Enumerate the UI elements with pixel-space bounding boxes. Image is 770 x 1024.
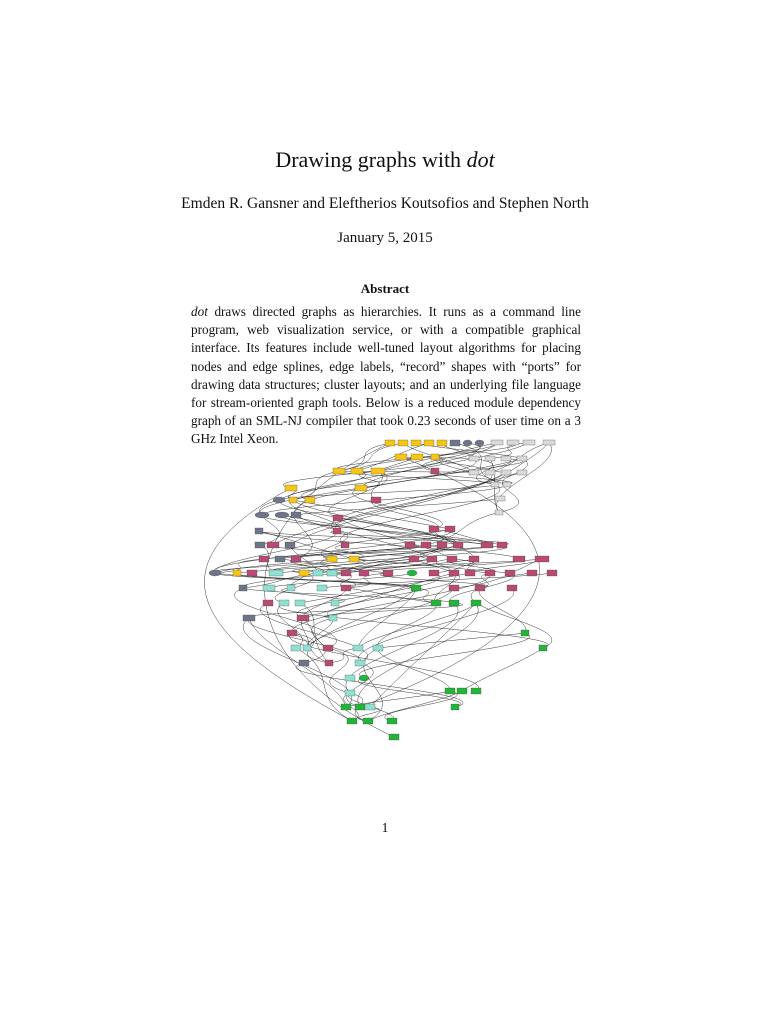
- graph-node: [507, 440, 519, 445]
- graph-node: [371, 497, 381, 503]
- graph-edge: [215, 531, 337, 573]
- graph-node: [535, 556, 549, 562]
- graph-node: [263, 585, 275, 591]
- graph-node: [521, 630, 529, 636]
- graph-node: [255, 512, 269, 518]
- graph-node: [263, 600, 273, 606]
- graph-node: [475, 440, 484, 446]
- graph-edge: [328, 648, 350, 693]
- graph-edge: [346, 588, 436, 603]
- graph-node: [359, 570, 369, 576]
- graph-node: [431, 600, 441, 606]
- graph-node: [255, 528, 263, 534]
- graph-node: [427, 556, 437, 562]
- graph-node: [431, 454, 439, 460]
- graph-node: [491, 482, 499, 487]
- graph-node: [523, 440, 535, 445]
- graph-node: [333, 515, 343, 521]
- graph-node: [465, 570, 475, 576]
- graph-node: [469, 456, 479, 461]
- graph-node: [447, 556, 457, 562]
- graph-node: [345, 690, 355, 696]
- graph-edge: [359, 633, 529, 678]
- graph-node: [503, 482, 511, 487]
- graph-node: [485, 470, 495, 475]
- graph-node: [233, 570, 241, 576]
- authors: Emden R. Gansner and Eleftherios Koutsofios and Stephen North: [181, 195, 589, 212]
- graph-node: [405, 542, 415, 548]
- graph-node: [437, 542, 447, 548]
- graph-edge: [246, 603, 439, 618]
- title-emphasis: dot: [466, 147, 495, 172]
- graph-node: [409, 556, 419, 562]
- title-prefix: Drawing graphs with: [275, 147, 467, 172]
- graph-node: [450, 440, 460, 446]
- graph-node: [291, 556, 301, 562]
- graph-node: [275, 556, 285, 562]
- graph-node: [341, 704, 351, 710]
- graph-node: [355, 485, 367, 491]
- graph-node: [347, 718, 357, 724]
- graph-node: [299, 570, 309, 576]
- graph-node: [325, 660, 333, 666]
- graph-node: [395, 454, 407, 460]
- graph-node: [469, 556, 479, 562]
- graph-node: [327, 556, 337, 562]
- graph-node: [389, 734, 399, 740]
- page-number: 1: [381, 821, 389, 836]
- abstract-lead: dot: [191, 304, 208, 319]
- graph-node: [353, 645, 363, 651]
- graph-node: [469, 470, 479, 475]
- graph-node: [259, 556, 269, 562]
- graph-edge: [293, 471, 339, 500]
- graph-node: [517, 470, 527, 475]
- graph-node: [255, 542, 265, 548]
- graph-node: [429, 526, 439, 532]
- graph-node: [327, 570, 337, 576]
- graph-node: [471, 688, 481, 694]
- graph-node: [437, 440, 447, 446]
- graph-edge: [479, 588, 526, 633]
- graph-node: [341, 542, 349, 548]
- graph-edge: [358, 588, 514, 663]
- abstract-text: draws directed graphs as hierarchies. It runs as a command line program, web visualization service, or with a compatible graphical interface. Its features include well-tuned layout algorithms for placing nodes and edge splines, edge labels, “record” shapes with “ports” for drawing data structures; cluster layouts; and an underlying file language for stream-oriented graph tools. Below is a reduced module dependency graph of an SML-NJ compiler that took 0.23 seconds of user time on a 3 GHz Intel Xeon.: [191, 304, 581, 447]
- graph-edge: [358, 588, 416, 648]
- graph-node: [407, 570, 417, 576]
- graph-node: [297, 615, 309, 621]
- graph-node: [513, 556, 525, 562]
- graph-node: [543, 440, 555, 445]
- graph-node: [485, 456, 495, 461]
- graph-edge: [262, 485, 507, 516]
- graph-node: [517, 456, 527, 461]
- graph-node: [411, 585, 421, 591]
- graph-node: [398, 440, 408, 446]
- graph-node: [355, 660, 365, 666]
- graph-node: [267, 542, 279, 548]
- graph-node: [507, 585, 517, 591]
- graph-edge: [499, 473, 522, 513]
- graph-node: [365, 704, 375, 710]
- graph-node: [411, 440, 421, 446]
- graph-node: [547, 570, 557, 576]
- graph-node: [295, 600, 305, 606]
- graph-node: [539, 645, 547, 651]
- graph-node: [429, 570, 439, 576]
- graph-node: [485, 570, 495, 576]
- graph-edge: [378, 633, 525, 648]
- graph-node: [431, 468, 439, 474]
- graph-node: [317, 585, 327, 591]
- graph-node: [323, 645, 333, 651]
- date: January 5, 2015: [337, 230, 433, 246]
- graph-node: [331, 600, 339, 606]
- graph-node: [373, 645, 383, 651]
- graph-node: [363, 718, 373, 724]
- graph-node: [411, 454, 423, 460]
- graph-node: [449, 570, 459, 576]
- graph-node: [279, 600, 289, 606]
- graph-node: [287, 630, 297, 636]
- graph-node: [341, 585, 351, 591]
- graph-node: [209, 570, 221, 576]
- graph-node: [305, 497, 315, 503]
- graph-node: [475, 585, 485, 591]
- graph-node: [285, 485, 297, 491]
- graph-node: [449, 585, 459, 591]
- graph-edge: [259, 500, 279, 545]
- graph-edge: [462, 648, 543, 691]
- graph-node: [457, 688, 467, 694]
- graph-node: [495, 510, 503, 515]
- graph-node: [445, 526, 455, 532]
- abstract-body: [191, 303, 581, 449]
- graph-node: [424, 440, 434, 446]
- graph-node: [445, 688, 455, 694]
- graph-node: [269, 570, 283, 576]
- graph-node: [299, 660, 309, 666]
- graph-node: [243, 615, 255, 621]
- graph-node: [495, 496, 505, 501]
- graph-node: [385, 440, 395, 446]
- graph-node: [383, 570, 393, 576]
- dependency-graph-figure: [195, 430, 575, 745]
- abstract-heading: Abstract: [360, 281, 410, 296]
- graph-node: [371, 468, 385, 474]
- graph-node: [285, 542, 295, 548]
- graph-edge: [297, 573, 440, 618]
- graph-node: [291, 512, 301, 518]
- paper-title: [0, 147, 770, 173]
- graph-edges: [204, 443, 552, 738]
- graph-node: [287, 585, 295, 591]
- graph-node: [471, 600, 481, 606]
- graph-node: [313, 570, 323, 576]
- graph-node: [333, 528, 341, 534]
- graph-node: [333, 468, 345, 474]
- graph-node: [247, 570, 257, 576]
- graph-edge: [495, 443, 549, 485]
- graph-node: [501, 470, 511, 475]
- graph-node: [275, 512, 289, 518]
- graph-node: [449, 600, 459, 606]
- graph-edge: [278, 603, 303, 648]
- graph-node: [341, 570, 351, 576]
- graph-node: [421, 542, 431, 548]
- graph-node: [239, 585, 247, 591]
- graph-node: [329, 615, 337, 621]
- graph-node: [291, 645, 301, 651]
- graph-node: [501, 456, 511, 461]
- graph-node: [463, 440, 472, 446]
- graph-node: [491, 440, 503, 445]
- graph-edge: [347, 663, 374, 707]
- graph-node: [481, 542, 493, 548]
- graph-node: [289, 497, 297, 503]
- graph-node: [351, 468, 363, 474]
- graph-node: [505, 570, 515, 576]
- graph-node: [359, 675, 369, 681]
- graph-node: [349, 556, 359, 562]
- graph-edge: [385, 691, 457, 721]
- graph-edge: [296, 663, 463, 707]
- graph-node: [355, 704, 365, 710]
- graph-node: [273, 497, 285, 503]
- dependency-graph: [195, 430, 575, 745]
- graph-node: [497, 542, 507, 548]
- graph-node: [527, 570, 537, 576]
- graph-node: [387, 718, 397, 724]
- graph-node: [451, 704, 459, 710]
- graph-edge: [296, 499, 500, 516]
- graph-node: [345, 675, 355, 681]
- graph-node: [303, 645, 311, 651]
- graph-edge: [248, 618, 361, 663]
- graph-edge: [496, 443, 551, 513]
- graph-node: [453, 542, 463, 548]
